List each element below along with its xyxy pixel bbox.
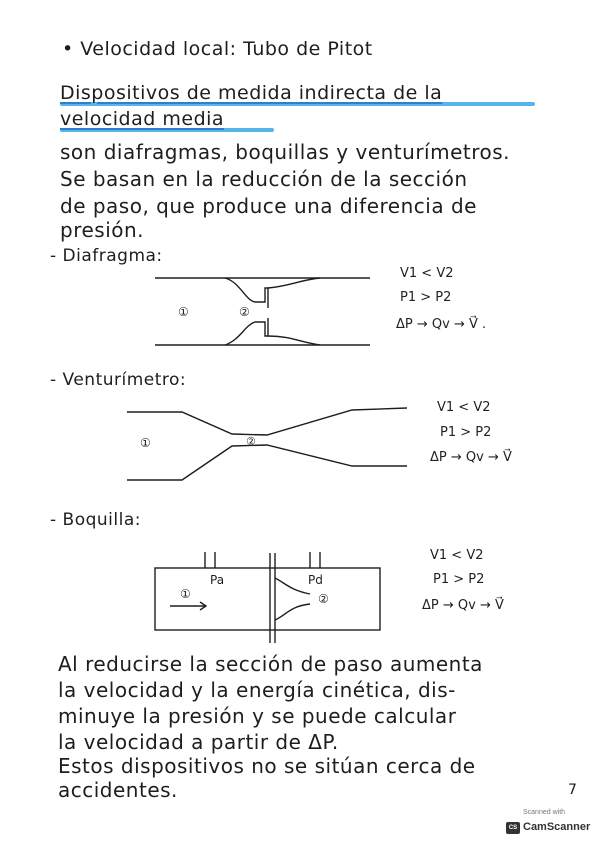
bullet-heading: • Velocidad local: Tubo de Pitot [62,38,373,60]
page-number: 7 [568,782,577,798]
venturimetro-mark-2: ② [246,435,256,448]
boquilla-mark-1: ① [180,587,191,601]
boquilla-eq-1: V1 < V2 [430,548,484,563]
diafragma-eq-1: V1 < V2 [400,266,454,281]
diafragma-mark-1: ① [178,305,189,319]
conclusion-line-1: Al reducirse la sección de paso aumenta [58,652,483,676]
conclusion-line-3: minuye la presión y se puede calcular [58,704,457,728]
badge-name: CamScanner [523,821,591,833]
conclusion-line-6: accidentes. [58,778,178,802]
boquilla-diagram [150,548,400,648]
scanner-badge [503,807,589,839]
boquilla-eq-2: P1 > P2 [433,572,485,587]
boquilla-label: - Boquilla: [50,510,141,530]
conclusion-line-5: Estos dispositivos no se sitúan cerca de [58,754,476,778]
boquilla-mark-2: ② [318,592,329,606]
diafragma-eq-2: P1 > P2 [400,290,452,305]
conclusion-line-4: la velocidad a partir de ΔP. [58,730,339,754]
venturimetro-eq-3: ΔP → Qv → V⃗ [430,450,512,465]
boquilla-eq-3: ΔP → Qv → V⃗ [422,598,504,613]
boquilla-tap-pd: Pd [308,573,323,587]
paragraph-line-1: son diafragmas, boquillas y venturímetros. [60,140,511,164]
venturimetro-mark-1: ① [140,436,151,450]
paragraph-line-4: presión. [60,218,145,242]
venturimetro-label: - Venturímetro: [50,370,187,390]
diafragma-eq-3: ΔP → Qv → V⃗ . [396,317,487,332]
venturimetro-eq-1: V1 < V2 [437,400,491,415]
venturimetro-eq-2: P1 > P2 [440,425,492,440]
section-title-line2: velocidad media [60,108,225,130]
paragraph-line-3: de paso, que produce una diferencia de [60,194,477,218]
paragraph-line-2: Se basan en la reducción de la sección [60,167,468,191]
camscanner-logo-icon: CS [506,822,520,834]
diafragma-diagram [150,270,380,360]
venturimetro-diagram [122,400,422,490]
conclusion-line-2: la velocidad y la energía cinética, dis- [58,678,456,702]
section-title-line1: Dispositivos de medida indirecta de la [60,82,443,104]
badge-top-text: Scanned with [523,809,566,816]
boquilla-tap-pa: Pa [210,573,225,587]
diafragma-mark-2: ② [239,305,250,319]
diafragma-label: - Diafragma: [50,246,163,266]
